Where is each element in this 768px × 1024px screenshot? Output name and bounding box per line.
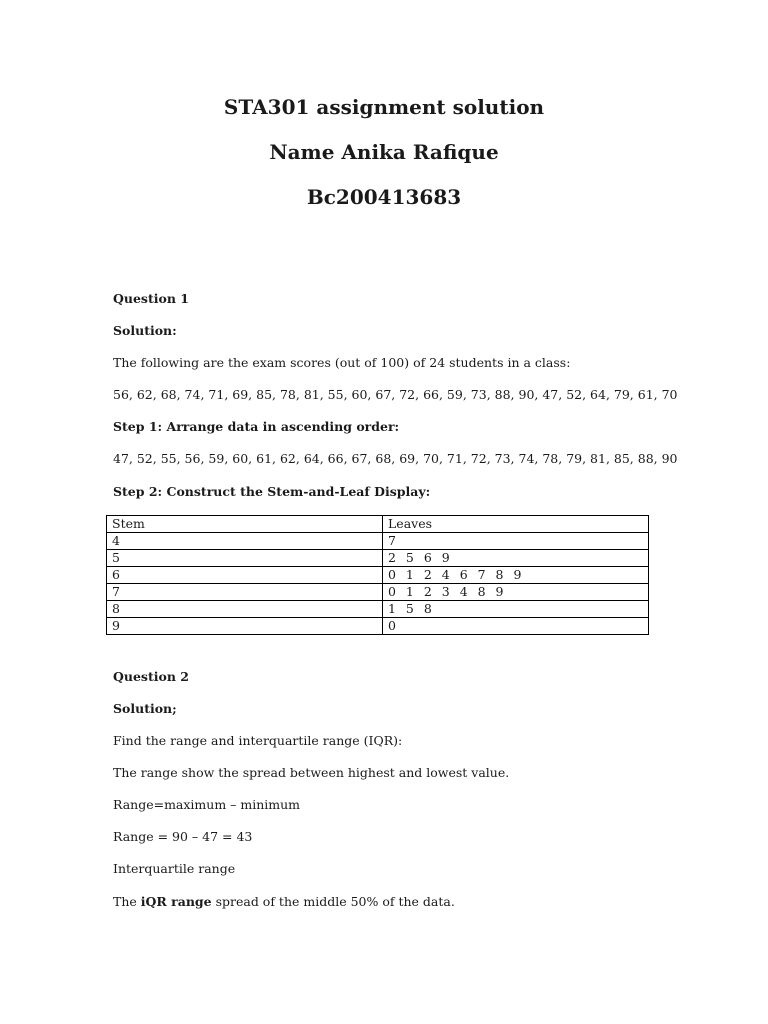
stem-cell: 7 bbox=[107, 584, 383, 601]
q2-line-iqr-definition bbox=[113, 894, 455, 909]
leaves-cell: 0 1 2 4 6 7 8 9 bbox=[383, 567, 649, 584]
table-row bbox=[107, 601, 649, 618]
table-row bbox=[107, 550, 649, 567]
question-1-solution-label: Solution: bbox=[113, 323, 177, 338]
leaves-cell: 7 bbox=[383, 533, 649, 550]
q2-line-iqr-heading: Interquartile range bbox=[113, 861, 236, 876]
stem-cell: 4 bbox=[107, 533, 383, 550]
student-id: Bc200413683 bbox=[306, 185, 462, 209]
question-1-intro: The following are the exam scores (out of 100) of 24 students in a class: bbox=[113, 355, 571, 370]
document-title: STA301 assignment solution bbox=[223, 95, 545, 119]
q2-line-range-definition: The range show the spread between highest and lowest value. bbox=[113, 765, 510, 780]
stem-cell: 9 bbox=[107, 618, 383, 635]
stem-leaf-table bbox=[106, 515, 649, 635]
table-row bbox=[107, 567, 649, 584]
q2-line-find-range: Find the range and interquartile range (IQR): bbox=[113, 733, 403, 748]
sorted-scores: 47, 52, 55, 56, 59, 60, 61, 62, 64, 66, 67, 68, 69, 70, 71, 72, 73, 74, 78, 79, 81, 85, 88, 90 bbox=[113, 451, 678, 466]
iqr-suffix-text: spread of the middle 50% of the data. bbox=[211, 894, 455, 909]
step-2-heading: Step 2: Construct the Stem-and-Leaf Display: bbox=[113, 484, 431, 499]
question-2-solution-label: Solution; bbox=[113, 701, 177, 716]
q2-line-range-formula: Range=maximum – minimum bbox=[113, 797, 301, 812]
table-header-row bbox=[107, 516, 649, 533]
table-row bbox=[107, 618, 649, 635]
step-1-heading: Step 1: Arrange data in ascending order: bbox=[113, 419, 400, 434]
question-1-scores: 56, 62, 68, 74, 71, 69, 85, 78, 81, 55, 60, 67, 72, 66, 59, 73, 88, 90, 47, 52, 64, 79, 61, 70 bbox=[113, 387, 678, 402]
stem-cell: 5 bbox=[107, 550, 383, 567]
table-header-leaves: Leaves bbox=[383, 516, 649, 533]
iqr-prefix-text: The bbox=[113, 894, 141, 909]
leaves-cell: 1 5 8 bbox=[383, 601, 649, 618]
leaves-cell: 0 bbox=[383, 618, 649, 635]
question-1-heading: Question 1 bbox=[113, 291, 189, 306]
stem-cell: 8 bbox=[107, 601, 383, 618]
leaves-cell: 2 5 6 9 bbox=[383, 550, 649, 567]
stem-cell: 6 bbox=[107, 567, 383, 584]
question-2-heading: Question 2 bbox=[113, 669, 189, 684]
table-row bbox=[107, 584, 649, 601]
student-name: Name Anika Rafique bbox=[269, 140, 499, 164]
table-header-stem: Stem bbox=[107, 516, 383, 533]
leaves-cell: 0 1 2 3 4 8 9 bbox=[383, 584, 649, 601]
table-row bbox=[107, 533, 649, 550]
q2-line-range-calc: Range = 90 – 47 = 43 bbox=[113, 829, 253, 844]
iqr-bold-term: iQR range bbox=[140, 894, 212, 909]
